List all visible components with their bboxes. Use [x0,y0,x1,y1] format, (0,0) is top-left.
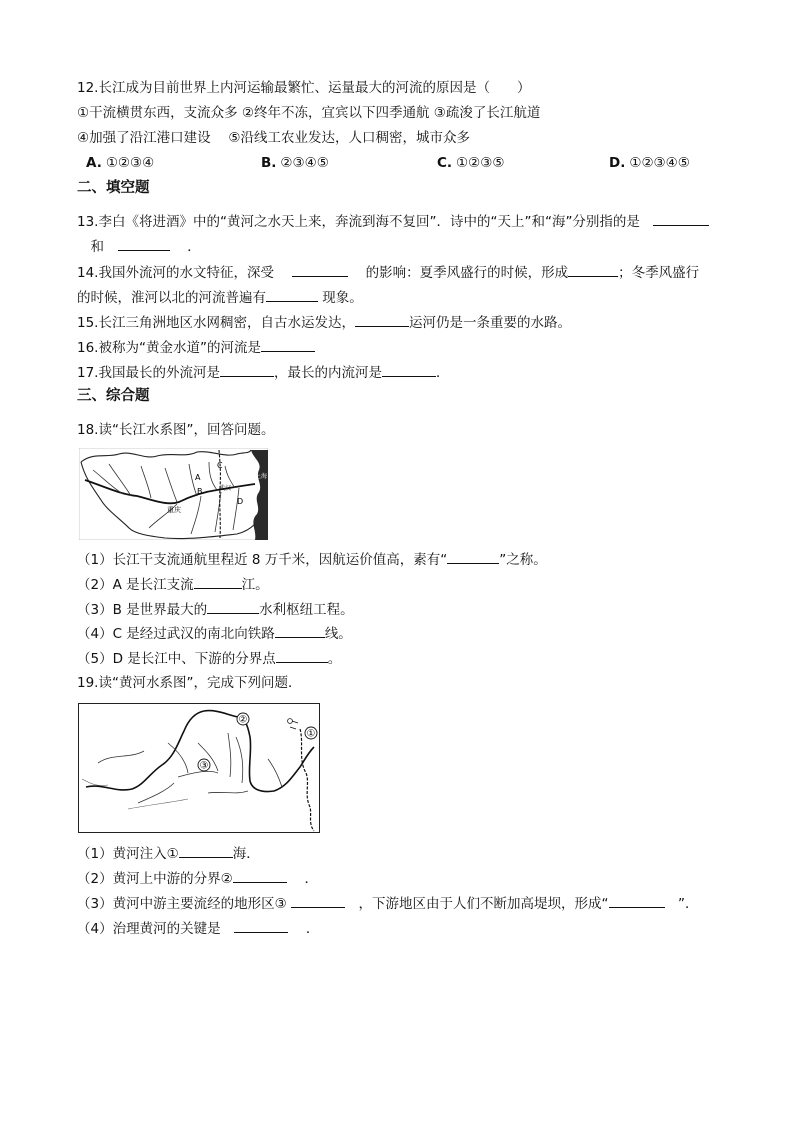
q16: 16.被称为“黄金水道”的河流是 [77,337,315,358]
q12-option-d[interactable]: D. ①②③④⑤ [609,155,690,171]
q18-item-2: （2）A 是长江支流 江。 [77,574,269,595]
q16-blank[interactable] [261,337,315,352]
map-label-b: B [197,487,203,496]
q18-blank-1[interactable] [447,549,499,564]
map-label-wuhan: 武汉 [219,485,232,492]
q18-blank-4[interactable] [275,623,325,638]
q19-item-3: （3）黄河中游主要流经的地形区③ ，下游地区由于人们不断加高堤坝，形成“ ”． [77,893,699,914]
q14-blank-1[interactable] [292,262,348,277]
q12-option-b[interactable]: B. ②③④⑤ [261,155,329,171]
map-label-2: ② [238,714,248,726]
map-label-chongqing: 重庆 [167,506,181,514]
map-label-shanghai: 上海 [255,473,268,480]
q12-option-a[interactable]: A. ①②③④ [86,155,155,171]
q18-item-3: （3）B 是世界最大的 水利枢纽工程。 [77,599,354,620]
q13-blank-2[interactable] [118,236,170,251]
map-label-d: D [237,497,244,506]
section-heading-fill-in: 二、填空题 [77,180,150,196]
yellow-river-map [78,703,320,833]
q19-blank-4[interactable] [609,893,665,908]
q19-blank-2[interactable] [233,868,287,883]
q14-blank-3[interactable] [266,287,318,302]
q18-item-4: （4）C 是经过武汉的南北向铁路 线。 [77,623,352,644]
q19-item-2: （2）黄河上中游的分界② ． [77,868,318,889]
yangtze-river-map [79,448,268,540]
q18-item-1: （1）长江干支流通航里程近 8 万千米，因航运价值高，素有“ ”之称。 [77,549,547,570]
q14-blank-2[interactable] [568,262,618,277]
q18-blank-3[interactable] [207,599,259,614]
q15-blank[interactable] [355,312,409,327]
q12-stem: 12.长江成为目前世界上内河运输最繁忙、运量最大的河流的原因是（ ） [77,80,531,96]
q18-item-5: （5）D 是长江中、下游的分界点 。 [77,648,341,669]
q13-blank-1[interactable] [653,211,709,226]
q18-stem: 18.读“长江水系图”，回答问题。 [77,422,275,438]
q13-line-2: 和 ． [77,236,201,257]
q19-stem: 19.读“黄河水系图”，完成下列问题． [77,675,302,691]
map-label-c: C [217,461,223,470]
q18-blank-2[interactable] [194,574,242,589]
q12-statements-2: ④加强了沿江港口建设 ⑤沿线工农业发达，人口稠密，城市众多 [77,130,470,146]
q12-statements-1: ①干流横贯东西，支流众多 ②终年不冻，宜宾以下四季通航 ③疏浚了长江航道 [77,105,541,121]
q17: 17.我国最长的外流河是 ，最长的内流河是 ． [77,362,449,383]
q15: 15.长江三角洲地区水网稠密，自古水运发达， 运河仍是一条重要的水路。 [77,312,571,333]
q19-item-1: （1）黄河注入① 海． [77,843,260,864]
q19-blank-1[interactable] [179,843,233,858]
section-heading-comprehensive: 三、综合题 [77,388,150,404]
q19-item-4: （4）治理黄河的关键是 ． [77,918,319,939]
q19-blank-3[interactable] [291,893,345,908]
q17-blank-2[interactable] [382,362,436,377]
q13-line-1: 13.李白《将进酒》中的“黄河之水天上来，奔流到海不复回”．诗中的“天上”和“海”分别指的是 [77,211,709,232]
q14-line-1: 14.我国外流河的水文特征，深受 的影响：夏季风盛行的时候，形成 ；冬季风盛行 [77,262,699,283]
q12-option-c[interactable]: C. ①②③⑤ [437,155,505,171]
q19-blank-5[interactable] [234,918,288,933]
map-label-3: ③ [199,760,209,772]
q14-line-2: 的时候，淮河以北的河流普遍有 现象。 [77,287,363,308]
map-label-1: ① [306,728,316,740]
q18-blank-5[interactable] [276,648,328,663]
q17-blank-1[interactable] [220,362,274,377]
map-label-a: A [195,473,201,482]
